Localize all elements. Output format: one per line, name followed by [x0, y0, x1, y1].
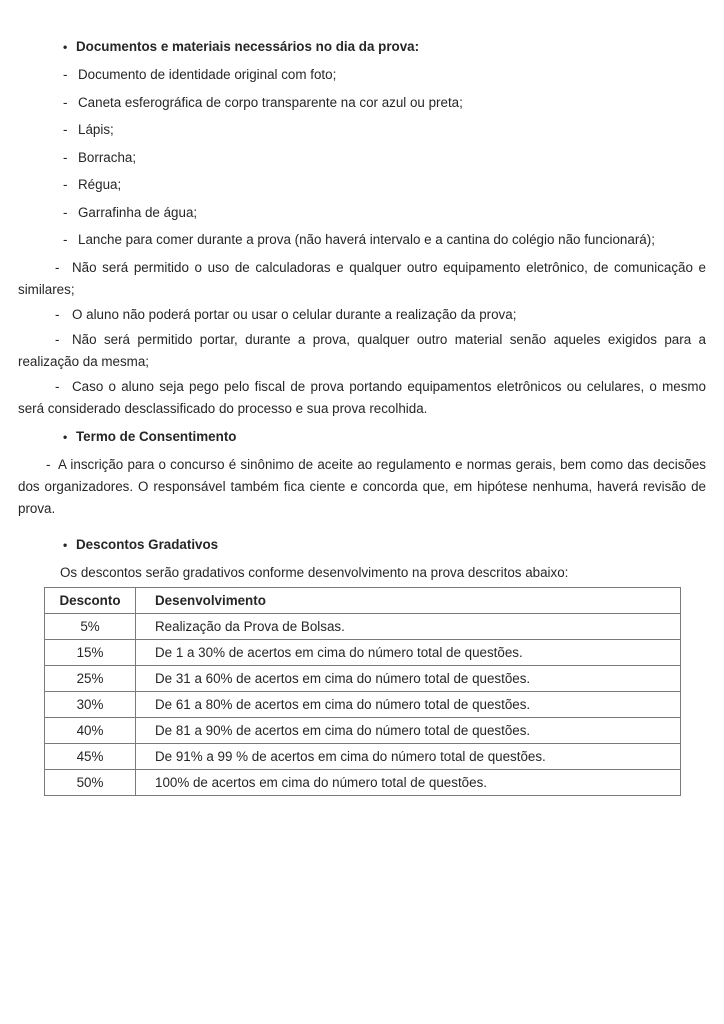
table-row — [45, 769, 681, 795]
dash-marker: - — [46, 456, 51, 472]
list-item-text: Documento de identidade original com foto; — [78, 67, 337, 82]
section-discounts — [18, 534, 706, 796]
table-row — [45, 743, 681, 769]
paragraph-item — [18, 329, 706, 373]
cell-development: Realização da Prova de Bolsas. — [136, 613, 681, 639]
materials-heading — [18, 36, 706, 58]
cell-development: De 81 a 90% de acertos em cima do número total de questões. — [136, 717, 681, 743]
dash-marker: - — [55, 259, 60, 275]
paragraph-item — [18, 376, 706, 420]
list-item-text: Caneta esferográfica de corpo transparente na cor azul ou preta; — [78, 94, 463, 110]
paragraph-item-text: O aluno não poderá portar ou usar o celular durante a realização da prova; — [72, 306, 517, 322]
discounts-intro: Os descontos serão gradativos conforme desenvolvimento na prova descritos abaixo: — [60, 564, 569, 580]
table-row — [45, 665, 681, 691]
cell-development: 100% de acertos em cima do número total de questões. — [136, 769, 681, 795]
dash-marker: - — [55, 331, 60, 347]
table-row — [45, 639, 681, 665]
cell-development: De 61 a 80% de acertos em cima do número total de questões. — [136, 691, 681, 717]
list-item-text: Régua; — [78, 177, 122, 192]
cell-discount: 30% — [45, 691, 136, 717]
list-item-text: Garrafinha de água; — [78, 204, 198, 220]
dash-marker: - — [55, 306, 60, 322]
cell-discount: 15% — [45, 639, 136, 665]
list-item-text: Borracha; — [78, 149, 137, 165]
table-header-development: Desenvolvimento — [136, 587, 681, 613]
list-item — [18, 64, 706, 86]
paragraph-item-text: Caso o aluno seja pego pelo fiscal de prova portando equipamentos eletrônicos ou celulares, o mesmo será considerado desclassificado do processo e sua prova recolhida. — [18, 378, 706, 416]
paragraph-item-text: Não será permitido o uso de calculadoras e qualquer outro equipamento eletrônico, de comunicação e similares; — [18, 259, 706, 297]
list-item-text: Lanche para comer durante a prova (não haverá intervalo e a cantina do colégio não funcionará); — [78, 232, 655, 247]
table-row — [45, 691, 681, 717]
paragraph-item-text: Não será permitido portar, durante a prova, qualquer outro material senão aqueles exigidos para a realização da mesma; — [18, 331, 706, 369]
section-materials — [18, 36, 706, 420]
discounts-table — [44, 587, 681, 796]
cell-discount: 45% — [45, 743, 136, 769]
list-item — [18, 174, 706, 196]
cell-discount: 50% — [45, 769, 136, 795]
table-row — [45, 717, 681, 743]
discounts-heading-text: Descontos Gradativos — [76, 536, 219, 552]
list-item — [18, 202, 706, 224]
dash-marker: - — [63, 177, 68, 192]
cell-discount: 5% — [45, 613, 136, 639]
dash-marker: - — [63, 122, 68, 137]
paragraph-item — [18, 304, 706, 326]
dash-marker: - — [63, 94, 68, 110]
dash-marker: - — [55, 378, 60, 394]
table-header-discount: Desconto — [45, 587, 136, 613]
table-row — [45, 613, 681, 639]
dash-marker: - — [63, 232, 68, 247]
cell-discount: 25% — [45, 665, 136, 691]
bullet-marker: • — [63, 40, 68, 54]
list-item — [18, 92, 706, 114]
table-header-row — [45, 587, 681, 613]
discounts-heading — [18, 534, 706, 556]
bullet-marker: • — [63, 429, 68, 444]
dash-marker: - — [63, 149, 68, 165]
consent-heading-text: Termo de Consentimento — [76, 428, 237, 444]
consent-body-text: A inscrição para o concurso é sinônimo de aceite ao regulamento e normas gerais, bem como das decisões dos organizadores. O responsável também fica ciente e concorda que, em hipótese nenhuma, haverá revisão de prova. — [18, 456, 706, 516]
section-consent — [18, 426, 706, 520]
cell-development: De 1 a 30% de acertos em cima do número total de questões. — [136, 639, 681, 665]
consent-heading — [18, 426, 706, 448]
cell-development: De 31 a 60% de acertos em cima do número total de questões. — [136, 665, 681, 691]
materials-heading-text: Documentos e materiais necessários no dia da prova: — [76, 39, 420, 54]
cell-discount: 40% — [45, 717, 136, 743]
consent-body — [18, 454, 706, 520]
bullet-marker: • — [63, 537, 68, 552]
paragraph-item — [18, 257, 706, 301]
list-item-text: Lápis; — [78, 122, 114, 137]
list-item — [18, 147, 706, 169]
dash-marker: - — [63, 67, 68, 82]
list-item — [18, 119, 706, 141]
cell-development: De 91% a 99 % de acertos em cima do número total de questões. — [136, 743, 681, 769]
list-item — [18, 229, 706, 251]
dash-marker: - — [63, 204, 68, 220]
